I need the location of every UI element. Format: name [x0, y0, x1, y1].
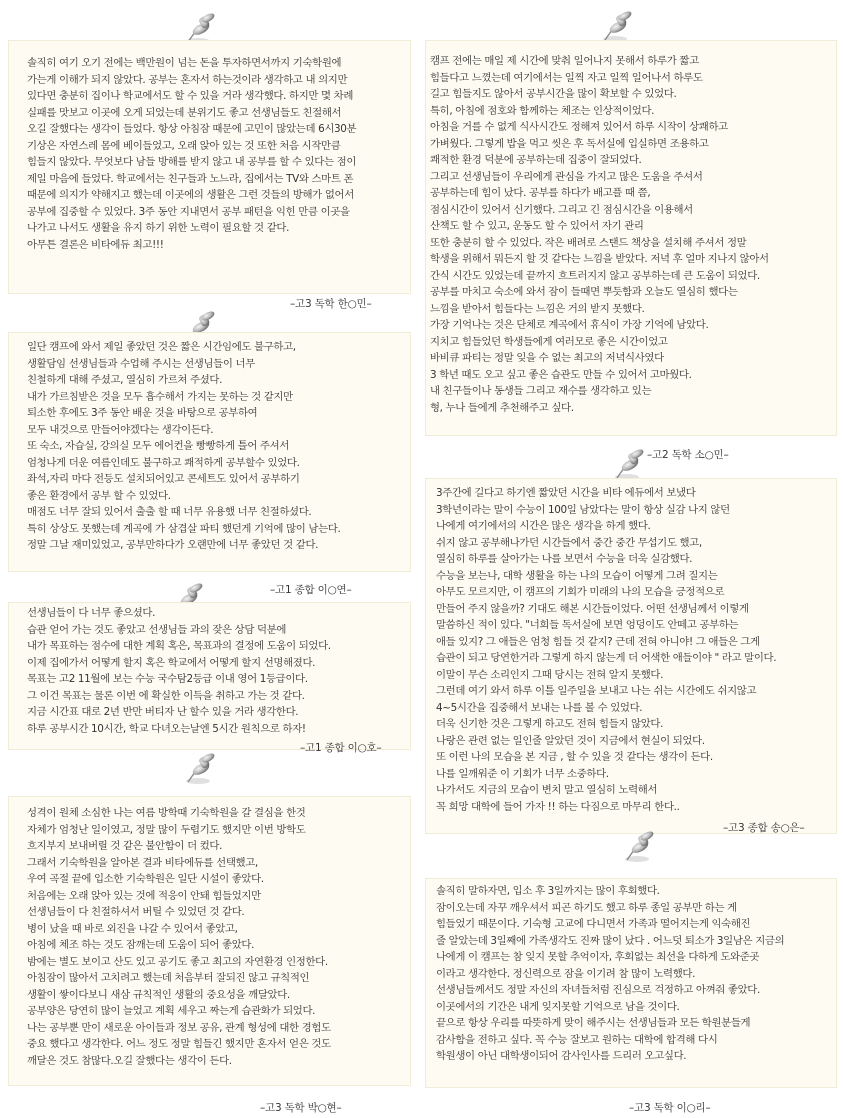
- testimonial-line: 캠프 전에는 매일 제 시간에 맞춰 일어나지 못해서 하루가 짧고: [430, 55, 699, 67]
- testimonial-line: 그래서 기숙학원을 알아본 결과 비타에듀를 선택했고,: [27, 856, 258, 869]
- testimonial-line: 가장 기억나는 것은 단체로 계곡에서 휴식이 가장 기억에 남았다.: [430, 319, 709, 331]
- testimonial-note: [8, 332, 411, 572]
- testimonial-line: 실패를 맛보고 이곳에 오게 되었는데 분위기도 좋고 선생님들도 친절해서: [27, 106, 342, 119]
- testimonial-line: 지금 시간표 대로 2년 반만 버티자 난 할수 있을 거라 생각한다.: [27, 706, 299, 718]
- testimonial-line: 학생을 위해서 뭐든지 할 것 같다는 느낌을 받았다. 저녁 후 얼마 지나지 않아서: [430, 253, 769, 265]
- testimonial-note: [8, 602, 411, 750]
- testimonial-line: 특히, 아침에 점호와 함께하는 체조는 인상적이었다.: [430, 104, 655, 117]
- testimonial-line: 쉬지 않고 공부해나가던 시간들에서 중간 중간 무섭기도 했고,: [436, 536, 702, 549]
- testimonial-line: 선생님들이 다 친절하셔서 버틸 수 있었던 것 같다.: [27, 906, 245, 918]
- testimonial-line: 끝으로 항상 우리를 따뜻하게 맞이 해주시는 선생님들과 모든 학원분들게: [436, 1017, 751, 1029]
- testimonial-line: 공부에 집중할 수 있었다. 3주 동안 지내면서 공부 패턴을 익힌 만큼 이곳을: [27, 205, 350, 218]
- testimonial-line: 아침에 체조 하는 것도 잠깨는데 도움이 되어 좋았다.: [27, 939, 255, 951]
- testimonial-line: 나에게 이 캠프는 참 잊지 못할 추억이자, 후회없는 최선을 다하게 도와준곳: [436, 951, 760, 963]
- testimonial-line: 깨달은 것도 참많다.오길 잘했다는 생각이 든다.: [27, 1054, 232, 1067]
- testimonial-line: 줄 알았는데 3일째에 가족생각도 진짜 많이 났다 . 어느덧 퇴소가 3일남은 지금의: [436, 934, 785, 947]
- testimonial-note: [8, 796, 411, 1086]
- testimonial-line: 정말 그날 재미있었고, 공부만하다가 오랜만에 너무 좋았던 것 같다.: [27, 539, 319, 551]
- testimonial-line: 그리고 선생님들이 우리에게 관심을 가지고 많은 도움을 주셔서: [430, 170, 703, 183]
- testimonial-signature: –고3 독학 이○리–: [629, 1102, 711, 1114]
- pushpin-icon: [597, 10, 637, 44]
- testimonial-line: 이곳에서의 기간은 내게 잊지못할 기억으로 남을 것이다.: [436, 1000, 680, 1013]
- testimonial-line: 일단 캠프에 와서 제일 좋았던 것은 짧은 시간임에도 불구하고,: [27, 341, 296, 353]
- testimonial-line: 생활담임 선생님들과 수업해 주시는 선생님들이 너무: [27, 357, 255, 370]
- testimonial-line: 이제 집에가서 어떻게 할지 혹은 학교에서 어떻게 할지 선명해졌다.: [27, 656, 316, 669]
- pushpin-icon: [609, 448, 649, 482]
- testimonial-line: 친철하게 대해 주셨고, 열심히 가르쳐 주셨다.: [27, 374, 223, 386]
- testimonial-line: 수능을 보는나, 대학 생활을 하는 나의 모습이 어떻게 그려 질지는: [436, 569, 718, 582]
- testimonial-line: 더욱 신기한 것은 그렇게 하고도 전혀 힘들지 않았다.: [436, 718, 664, 730]
- testimonial-line: 아무도 모르지만, 이 캠프의 기회가 미래의 나의 모습을 긍정적으로: [436, 586, 725, 598]
- testimonial-line: 바비큐 파티는 정말 잊을 수 없는 최고의 저녁식사였다: [430, 352, 664, 364]
- testimonial-line: 4~5시간을 집중해서 보내는 나를 볼 수 있었다.: [436, 701, 643, 714]
- testimonial-line: 특히 상상도 못했는데 계곡에 가 삼겹살 파티 했던게 기억에 많이 남는다.: [27, 522, 341, 535]
- testimonial-line: 밤에는 별도 보이고 산도 있고 공기도 좋고 최고의 자연환경 인정한다.: [27, 955, 328, 968]
- testimonial-signature: –고1 종합 이○연–: [270, 584, 352, 596]
- testimonial-line: 솔직히 여기 오기 전에는 백만원이 넘는 돈을 투자하면서까지 기숙학원에: [27, 57, 342, 69]
- testimonial-line: 공부를 마치고 숙소에 와서 잠이 들때면 뿌듯함과 오늘도 열심히 했다는: [430, 286, 738, 298]
- testimonial-line: 길고 힘들지도 않아서 공부시간을 많이 확보할 수 있었다.: [430, 88, 677, 100]
- testimonial-line: 모두 내것으로 만들어야겠다는 생각이든다.: [27, 423, 214, 436]
- testimonial-line: 아무튼 결론은 비타에듀 최고!!!: [27, 238, 164, 251]
- testimonial-line: 산책도 할 수 있고, 운동도 할 수 있어서 자기 관리: [430, 220, 644, 232]
- testimonial-line: 하루 공부시간 10시간, 학교 다녀오는날엔 5시간 원칙으로 하자!: [27, 722, 306, 735]
- testimonial-line: 쾌적한 환경 덕분에 공부하는데 집중이 잘되었다.: [430, 154, 642, 166]
- pushpin-icon: [619, 830, 659, 864]
- testimonial-line: 선생님들이 다 너무 좋으셨다.: [27, 607, 156, 619]
- testimonial-line: 중요 했다고 생각한다. 어느 정도 정말 힘들긴 했지만 혼자서 얻은 것도: [27, 1038, 331, 1050]
- testimonial-signature: –고3 독학 박○현–: [260, 1102, 342, 1114]
- testimonial-line: 매점도 너무 잘되 있어서 출출 할 때 너무 유용했 너무 친절하셨다.: [27, 506, 312, 518]
- testimonial-line: 3주간에 길다고 하기엔 짧았던 시간을 비타 에듀에서 보냈다: [436, 487, 696, 499]
- testimonial-signature: –고3 종합 송○은–: [723, 822, 805, 834]
- testimonial-line: 느낌을 받아서 힘들다는 느낌은 거의 받지 못했다.: [430, 302, 645, 315]
- testimonial-line: 내가 가르침받은 것을 모두 흡수해서 가지는 못하는 것 같지만: [27, 390, 293, 403]
- testimonial-line: 학원생이 아닌 대학생이되어 감사인사를 드리러 오고싶다.: [436, 1050, 687, 1062]
- testimonial-line: 이라고 생각한다. 정신력으로 잠을 이기려 참 많이 노력했다.: [436, 967, 696, 980]
- testimonial-line: 오길 잘했다는 생각이 들었다. 항상 아침잠 때문에 고민이 많았는데 6시30분: [27, 123, 357, 135]
- testimonial-line: 제일 마음에 들었다. 학교에서는 친구들과 노느라, 집에서는 TV와 스마트 폰: [27, 172, 354, 185]
- testimonial-line: 습관 얻어 가는 것도 좋았고 선생님들 과의 잦은 상담 덕분에: [27, 623, 287, 636]
- testimonial-line: 3 학년 때도 오고 싶고 좋은 습관도 만들 수 있어서 고마웠다.: [430, 368, 692, 381]
- testimonial-line: 솔직히 말하자면, 입소 후 3일까지는 많이 후회했다.: [436, 885, 660, 897]
- testimonial-line: 점심시간이 있어서 신기했다. 그리고 긴 점심시간을 이용해서: [430, 203, 693, 216]
- testimonial-signature: –고3 독학 한○민–: [290, 298, 372, 310]
- testimonial-line: 나가서도 지금의 모습이 변치 말고 열심히 노력해서: [436, 784, 658, 796]
- testimonial-signature: –고1 종합 이○호–: [300, 742, 382, 754]
- testimonial-line: 또한 충분히 할 수 있었다. 작은 배려로 스탠드 책상을 설치해 주셔서 정말: [430, 236, 747, 249]
- testimonial-line: 나는 공부뿐 만이 새로운 아이들과 정보 공유, 관계 형성에 대한 경험도: [27, 1021, 331, 1034]
- testimonial-line: 나가고 나서도 생활을 유지 하기 위한 노력이 필요할 것 같다.: [27, 222, 290, 234]
- testimonial-line: 애들 있지? 그 애들은 엄청 힘들 것 같지? 근데 전혀 아니야! 그 애들은 그게: [436, 635, 760, 648]
- testimonial-line: 또 이런 나의 모습을 본 지금 , 할 수 있을 것 같다는 생각이 든다.: [436, 751, 713, 763]
- testimonial-line: 퇴소한 후에도 3주 동안 배운 것을 바탕으로 공부하여: [27, 407, 258, 419]
- testimonial-line: 내가 목표하는 점수에 대한 계획 혹은, 목표과의 결정에 도움이 되었다.: [27, 640, 331, 652]
- testimonial-line: 간식 시간도 있었는데 끝까지 흐트러지지 않고 공부하는데 큰 도움이 되었다.: [430, 269, 760, 282]
- testimonial-line: 처음에는 오래 앉아 있는 것에 적응이 안돼 힘들었지만: [27, 889, 261, 902]
- testimonial-line: 만들어 주지 않을까? 기대도 해본 시간들이었다. 어떤 선생님께서 이렇게: [436, 602, 749, 615]
- testimonial-line: 좋은 환경에서 공부 할 수 있었다.: [27, 489, 171, 502]
- testimonial-line: 아침을 거를 수 없게 식사시간도 정해져 있어서 하루 시작이 상쾌하고: [430, 121, 728, 133]
- testimonial-line: 습관이 되고 당연한거라 그렇게 하지 않는게 더 어색한 애들이야 " 라고 말이다.: [436, 652, 777, 664]
- testimonial-line: 그런데 여기 와서 하루 이틀 일주일을 보내고 나는 쉬는 시간에도 쉬지않고: [436, 685, 757, 697]
- testimonial-line: 기상은 자연스레 몸에 베이들었고, 오래 앉아 있는 것 또한 처음 시작만큼: [27, 139, 341, 152]
- testimonial-note: [8, 40, 411, 294]
- testimonial-line: 힘들다고 느꼈는데 여기에서는 일찍 자고 일찍 일어나서 하루도: [430, 71, 703, 84]
- testimonial-note: [425, 40, 837, 436]
- testimonial-line: 또 숙소, 자습실, 강의실 모두 에어컨을 빵빵하게 틀어 주셔서: [27, 440, 290, 452]
- testimonial-line: 자체가 엄청난 일이였고, 정말 많이 두렵기도 했지만 이번 방학도: [27, 823, 306, 836]
- testimonial-line: 목표는 고2 11월에 보는 수능 국수탐2등급 이내 영어 1등급이다.: [27, 673, 308, 685]
- testimonial-line: 엄청나게 더운 여름인데도 불구하고 쾌적하게 공부할수 있었다.: [27, 456, 300, 469]
- testimonial-line: 3학년이라는 말이 수능이 100일 남았다는 말이 항상 실감 나지 않던: [436, 503, 730, 516]
- testimonial-line: 힘들지 않았다. 무엇보다 남들 방해를 받지 않고 내 공부를 할 수 있다는 점이: [27, 156, 357, 168]
- testimonial-line: 우여 곡절 끝에 입소한 기숙학원은 일단 시설이 좋았다.: [27, 873, 264, 885]
- testimonial-note: [425, 878, 837, 1088]
- testimonial-line: 나를 일깨워준 이 기회가 너무 소중하다.: [436, 767, 609, 780]
- testimonial-line: 나에게 여기에서의 시간은 많은 생각을 하게 했다.: [436, 520, 651, 532]
- testimonial-line: 공부양은 당연히 많이 늘었고 계획 세우고 짜는게 습관화가 되었다.: [27, 1005, 316, 1017]
- testimonial-line: 말씀하신 적이 있다. "너희들 독서실에 보면 엉덩이도 안떼고 공부하는: [436, 619, 739, 631]
- testimonial-line: 이말이 무슨 소리인지 그때 당시는 전혀 알지 못했다.: [436, 668, 664, 681]
- testimonial-line: 때문에 의지가 약해지고 했는데 이곳에의 생활은 그런 것들의 방해가 없어서: [27, 189, 354, 201]
- testimonial-line: 그 이건 목표는 물론 이번 에 확실한 이득을 취하고 가는 것 같다.: [27, 689, 305, 702]
- testimonial-line: 흐지부지 보내버릴 것 같은 불안함이 더 컸다.: [27, 840, 223, 852]
- testimonial-line: 가는게 이해가 되지 않았다. 공부는 혼자서 하는것이라 생각하고 내 의지만: [27, 73, 348, 86]
- testimonial-line: 열심히 하루를 살아가는 나를 보면서 수능을 더욱 실감했다.: [436, 553, 693, 565]
- testimonial-line: 성격이 원체 소심한 나는 여름 방학때 기숙학원을 갈 결심을 한것: [27, 807, 306, 819]
- testimonial-line: 생활이 쌓이다보니 새삼 규칙적인 생활의 중요성을 깨달았다.: [27, 988, 290, 1001]
- testimonial-line: 형, 누나 들에게 추천해주고 싶다.: [430, 401, 574, 414]
- testimonial-line: 선생님들께서도 정말 자신의 자녀들처럼 진심으로 걱정하고 아껴줘 좋았다.: [436, 984, 760, 996]
- testimonial-line: 힘들었기 때문이다. 기숙형 고교에 다니면서 가족과 떨어지는게 익숙해진: [436, 918, 751, 930]
- testimonial-line: 꼭 희망 대학에 들어 가자 !! 하는 다짐으로 마무리 한다..: [436, 800, 680, 813]
- testimonial-line: 병이 났을 때 바로 외진을 나갈 수 있어서 좋았고,: [27, 922, 238, 935]
- testimonial-line: 공부하는데 힘이 났다. 공부를 하다가 배고플 때 쯤,: [430, 187, 651, 199]
- testimonial-line: 감사함을 전하고 싶다. 꼭 수능 잘보고 원하는 대학에 합격해 다시: [436, 1033, 718, 1046]
- pushpin-icon: [180, 752, 220, 786]
- testimonial-note: [425, 478, 837, 834]
- testimonial-line: 내 친구들이나 동생들 그리고 재수를 생각하고 있는: [430, 385, 652, 397]
- testimonial-line: 가벼웠다. 그렇게 밥을 먹고 씻은 후 독서실에 입실하면 조용하고: [430, 137, 709, 150]
- testimonial-signature: –고2 독학 소○민–: [647, 449, 729, 461]
- testimonial-line: 지치고 힘들었던 학생들에게 여러모로 좋은 시간이었고: [430, 335, 668, 348]
- testimonial-line: 있다면 충분히 집이나 학교에서도 할 수 있을 거라 생각했다. 하지만 몇 차례: [27, 90, 354, 102]
- testimonial-line: 좌석,자리 마다 전등도 설치되어있고 콘세트도 있어서 공부하기: [27, 473, 300, 485]
- testimonial-line: 아침잠이 많아서 고치려고 했는데 처음부터 잘되진 않고 규칙적인: [27, 972, 310, 984]
- testimonial-line: 나랑은 관련 없는 일인줄 알았던 것이 지금에서 현실이 되었다.: [436, 734, 705, 747]
- testimonial-line: 잠이오는데 자꾸 깨우셔서 피곤 하기도 했고 하루 종일 공부만 하는 게: [436, 901, 737, 914]
